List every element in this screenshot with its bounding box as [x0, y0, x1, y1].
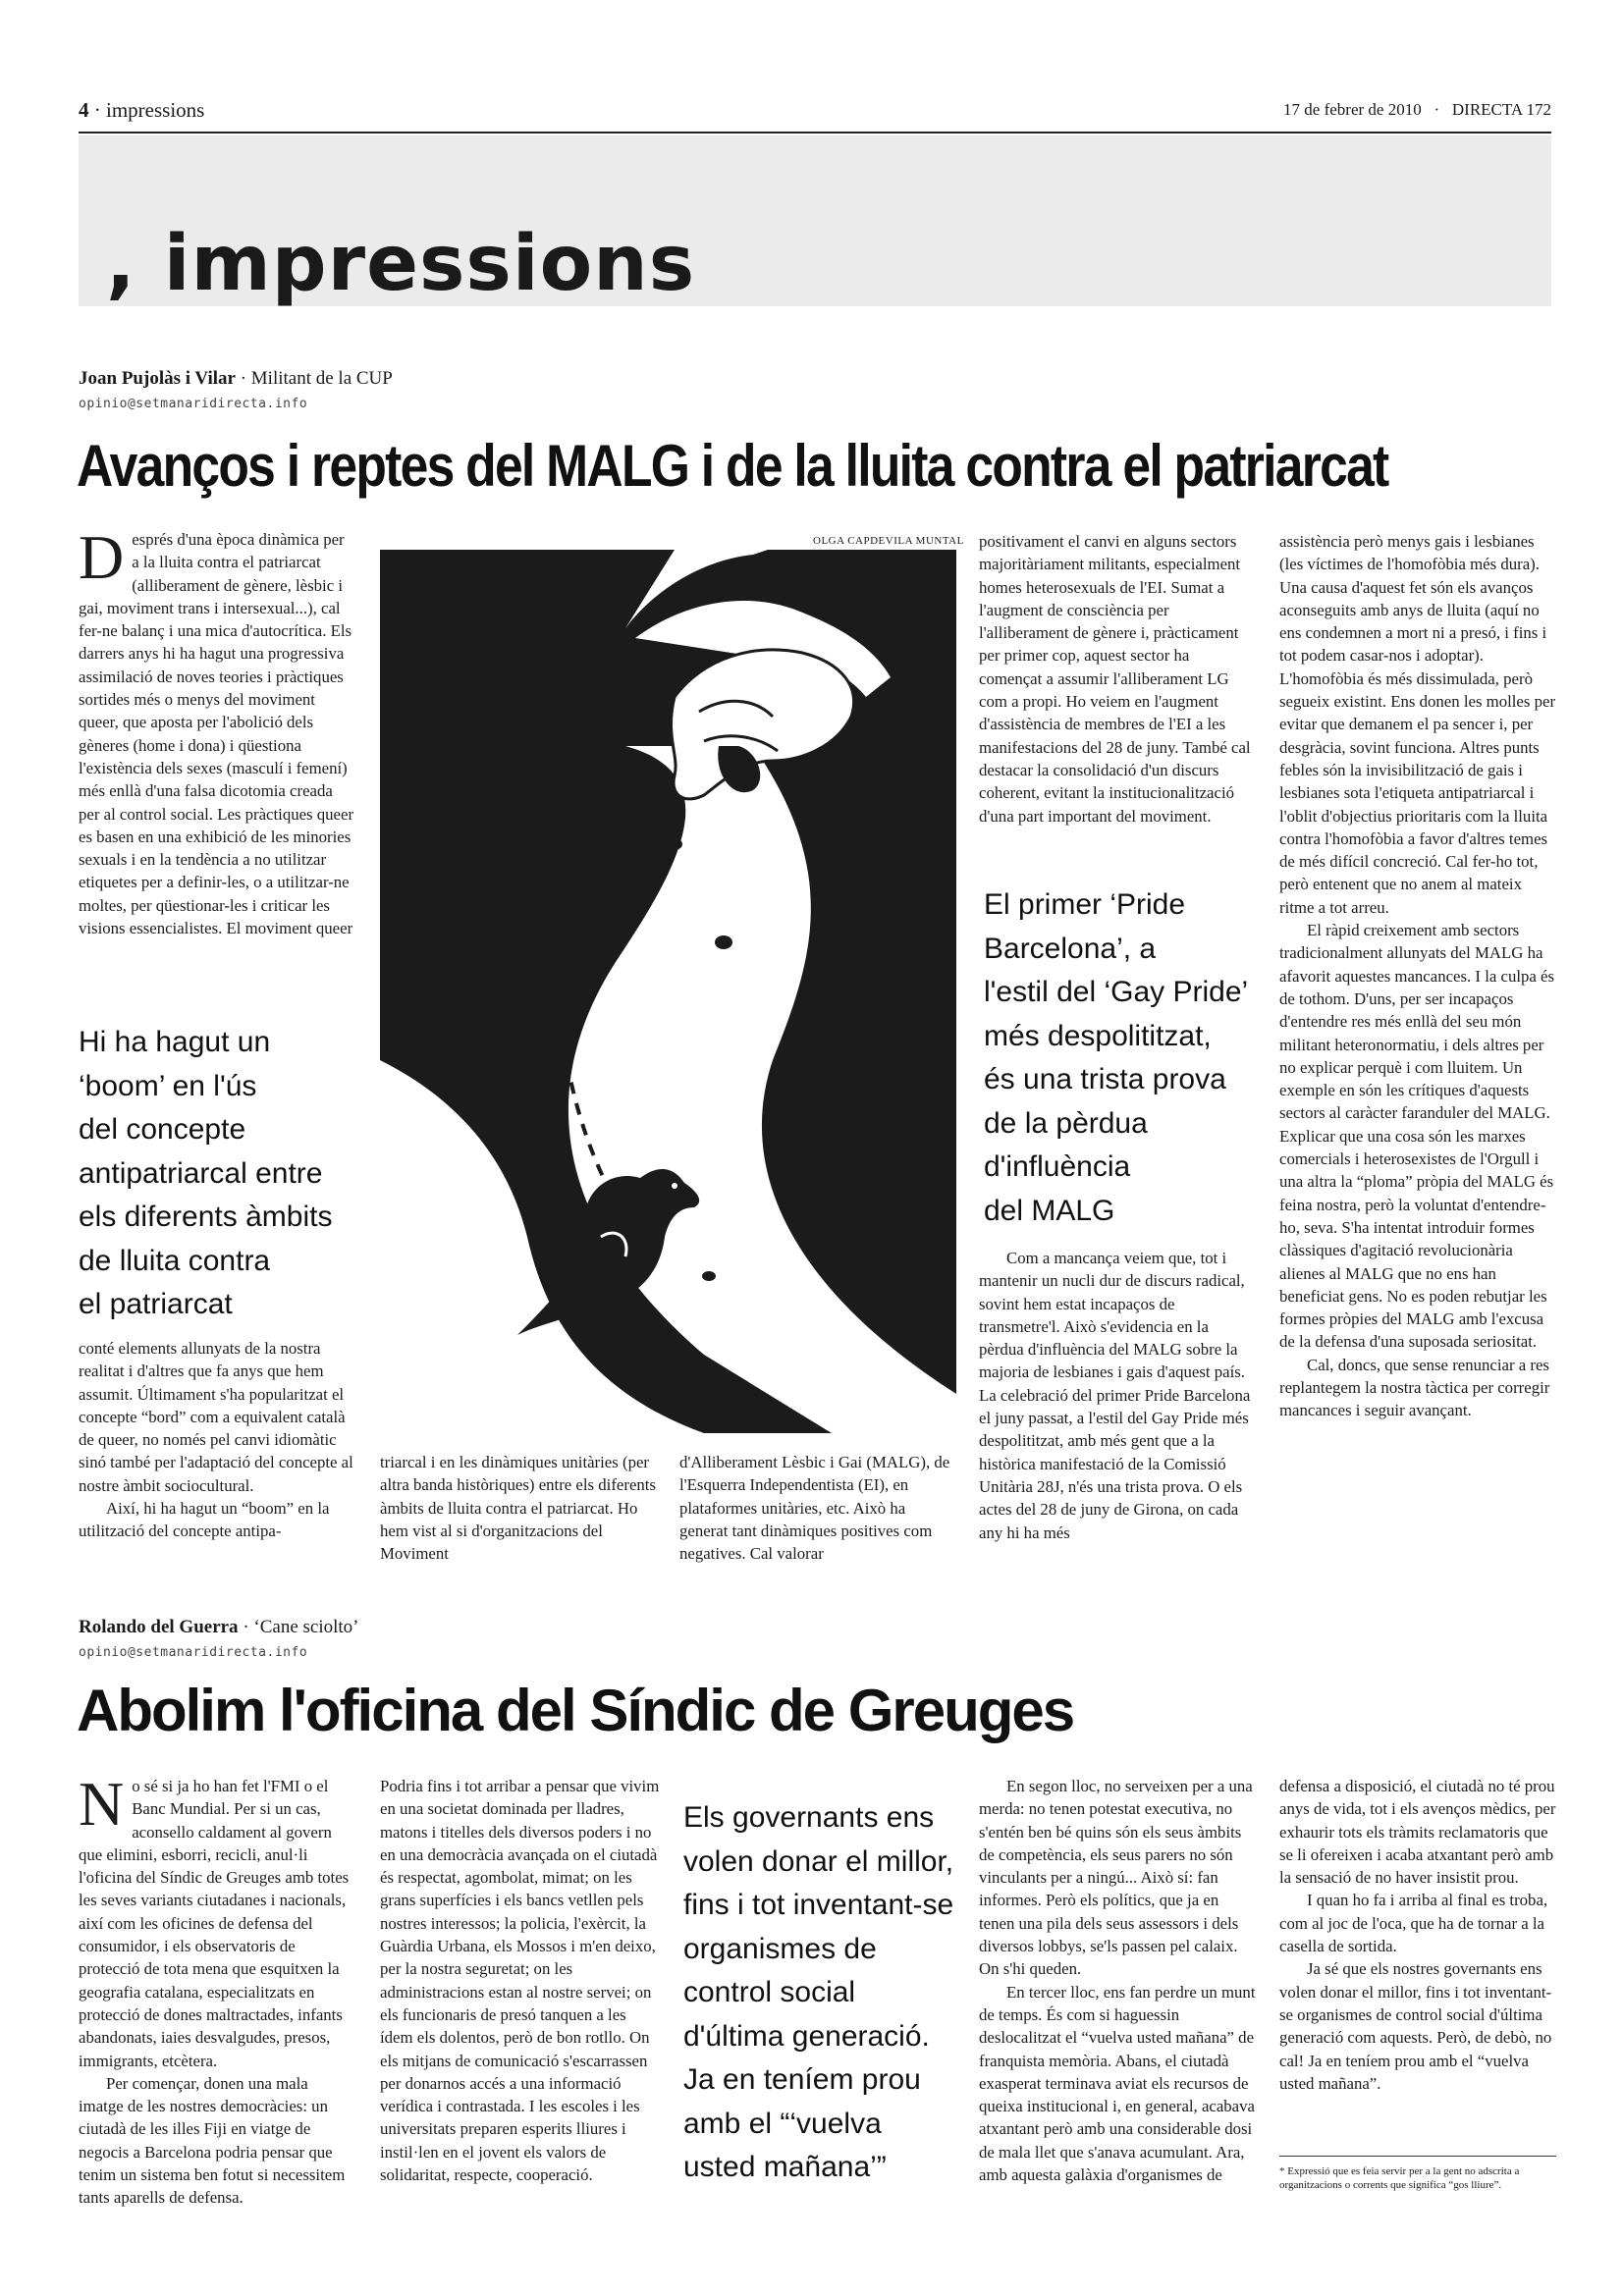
article1-illustration: [380, 550, 956, 1433]
article1-col1-top-text: esprés d'una època dinàmica per a la lluita contra el patriarcat (alliberament de gènere, lèsbic i gai, moviment trans i intersexual...), cal fer-ne balanç i una mica d'autocrítica. Els darrers anys hi ha hagut una progressiva assimilació de noves teories i pràctiques sortides més o menys del moviment queer, que aposta per l'abolició dels gèneres (home i dona) i qüestiona l'existència dels sexes (masculí i femení) més enllà d'una falsa dicotomia creada per al control social. Les pràctiques queer es basen en una exhibició de les minories sexuals i en la tendència a no utilitzar etiquetes per a definir-les, o a utilitzar-ne moltes, per qüestionar-les i criticar les visions essencialistes. El moviment queer: [79, 530, 354, 938]
article2-col1: [79, 1775, 355, 2226]
article1-dropcap: D: [79, 528, 125, 592]
article1-col4-top: positivament el canvi en alguns sectors majoritàriament militants, especialment homes heterosexuals de l'EI. Sumat a l'augment de consciència per l'alliberament de gènere i, pràcticament per primer cop, aquest sector ha començat a assumir l'alliberament LG com a propi. Ho veiem en l'augment d'assistència de membres de l'EI a les manifestacions del 28 de juny. També cal destacar la consolidació d'un discurs coherent, evitant la institucionalització d'una part important del moviment.: [979, 532, 1251, 826]
article1-col1-bottom-p2: Així, hi ha hagut un “boom” en la utilització del concepte antipa-: [79, 1499, 330, 1541]
article2-email: opinio@setmanaridirecta.info: [79, 1645, 308, 1660]
issue-date: 17 de febrer de 2010: [1283, 100, 1422, 119]
article2-col4-p2: En tercer lloc, ens fan perdre un munt de temps. És com si haguessin deslocalitzat el “vuelva usted mañana” de franquista memòria. Abans, el ciutadà exasperat terminava aviat els recursos de queixa institucional i, en general, acabava atxantant però amb una considerable dosi de mala llet que s'anava acumulant. Ara, amb aquesta galàxia d'organismes de: [979, 1982, 1256, 2185]
article1-col5-p3: Cal, doncs, que sense renunciar a res replantegem la nostra tàctica per corregir mancances i seguir avançant.: [1279, 1355, 1550, 1420]
article1-author: Joan Pujolàs i Vilar: [79, 368, 236, 389]
article2-dropcap: N: [79, 1775, 125, 1839]
article1-byline: [79, 368, 393, 390]
section-title: , impressions: [106, 220, 696, 308]
running-head-dot: ·: [1434, 100, 1440, 119]
running-head: [79, 98, 1551, 133]
page-number: 4: [79, 98, 89, 122]
article2-col2: Podria fins i tot arribar a pensar que vivim en una societat dominada per lladres, matons i titelles dels diversos poders i no en una democràcia avançada on el ciutadà és respectat, agombolat, mimat; on les grans superfícies i els bancs vetllen pels nostres interessos; la policia, l'exèrcit, la Guàrdia Urbana, els Mossos i m'en deixo, per la nostra seguretat; on les administracions estan al nostre servei; on els funcionaris de presó tanquen a les ídem els dolentos, però de bon rotllo. On els mitjans de comunicació s'escarrassen per donarnos accés a una informació verídica i contrastada. I les escoles i les universitats preparen esperits lliures i instil·len en el jovent els valors de solidaritat, respecte, cooperació.: [380, 1777, 660, 2185]
running-head-section: impressions: [106, 98, 205, 122]
article1-col1-top: [79, 528, 355, 993]
article1-col5-p2: El ràpid creixement amb sectors tradicionalment allunyats del MALG ha afavorit aquestes mancances. I la culpa és de tothom. D'uns, per ser incapaços d'entendre res més enllà del seu món militant heteronormatiu, i dels altres per no explicar perquè i com lluitem. Un exemple en són les crítiques d'aquests sectors al caràcter faranduler del MALG. Explicar que una cosa són les marxes comercials i heterosexistes de l'Orgull i una altra la “ploma” pròpia del MALG és feina nostra, però la voluntat d'entendre-ho, seva. S'ha intentat introduir formes clàssiques d'agitació revolucionària alienes al MALG que no ens han beneficiat gens. No es poden rebutjar les formes pròpies del MALG amb l'excusa de la defensa d'una suposada seriositat.: [1279, 921, 1555, 1352]
article1-col4-bottom-text: Com a mancança veiem que, tot i mantenir un nucli dur de discurs radical, sovint hem estat incapaços de transmetre'l. Això s'evidencia en la pèrdua d'influència del MALG sobre la majoria de lesbianes i gais d'aquest país. La celebració del primer Pride Barcelona el juny passat, a l'estil del Gay Pride més despolititzat, amb més gent que a la històrica manifestació de la Comissió Unitària 28J, n'és una trista prova. O els actes del 28 de juny de Girona, on cada any hi ha més: [979, 1249, 1251, 1542]
article2-author: Rolando del Guerra: [79, 1617, 239, 1637]
article2-col5: [1279, 1775, 1556, 2126]
article2-byline: [79, 1617, 359, 1638]
running-head-right: [1283, 100, 1551, 120]
article2-col5-p1: defensa a disposició, el ciutadà no té prou anys de vida, tot i els avenços mèdics, per exhaurir tots els tràmits reclamatoris que se li ofereixen i acaba atxantant però amb la sensació de no haver insistit prou.: [1279, 1777, 1556, 1888]
article1-pullquote-left: Hi ha hagut un ‘boom’ en l'ús del concepte antipatriarcal entre els diferents àmbits de lluita contra el patriarcat: [79, 1026, 333, 1320]
article2-col4-p1: En segon lloc, no serveixen per a una merda: no tenen potestat executiva, no s'entén ben bé quins són els seus àmbits de competència, els seus parers no són vinculants per a ningú... Això sí: fan informes. Però els polítics, que ja en tenen una pila dels seus assessors i dels diversos lobbys, se'ls passen pel calaix. On s'hi queden.: [979, 1777, 1253, 1979]
section-banner: [79, 135, 1551, 306]
article2-role: ‘Cane sciolto’: [253, 1617, 359, 1637]
article2-col5-p2: I quan ho fa i arriba al final es troba, com al joc de l'oca, que ha de tornar a la casella de sortida.: [1279, 1891, 1548, 1956]
article1-email: opinio@setmanaridirecta.info: [79, 397, 308, 411]
article1-pullquote-right: El primer ‘Pride Barcelona’, a l'estil del ‘Gay Pride’ més despolititzat, és una trista prova de la pèrdua d'influència del MALG: [984, 888, 1249, 1227]
running-head-left: [79, 98, 204, 123]
article1-col4-bottom: [979, 1247, 1256, 1569]
article2-col4: [979, 1775, 1256, 2226]
issue-number: DIRECTA 172: [1451, 100, 1551, 119]
article2-col1-p1: o sé si ja ho han fet l'FMI o el Banc Mundial. Per si un cas, aconsello caldament al govern que elimini, esborri, recicli, anul·li l'oficina del Síndic de Greuges amb totes les seves variants ciutadanes i nacionals, així com les oficines de defensa del consumidor, i els observatoris de protecció de tota mena que esquitxen la geografia catalana, especialitzats en protecció de dones maltractades, infants abandonats, iaies desvalgudes, presos, immigrants, etcètera.: [79, 1777, 350, 2070]
article2-headline: Abolim l'oficina del Síndic de Greuges: [77, 1678, 1074, 1743]
article1-author-separator: ·: [240, 368, 247, 389]
article1-col5: [1279, 530, 1556, 1551]
article2-footnote: * Expressió que es feia servir per a la gent no adscrita a organitzacions o corrents que significa “gos lliure”.: [1279, 2165, 1520, 2191]
article1-col1-bottom-p1: conté elements allunyats de la nostra realitat i d'altres que fa anys que hem assumit. Últimament s'ha popularitzat el concepte “bord” com a equivalent català de queer, no només pel canvi idiomàtic sinó també per l'adaptació del concepte al nostre àmbit sociocultural.: [79, 1339, 353, 1495]
article2-col5-p3: Ja sé que els nostres governants ens volen donar el millor, fins i tot inventant-se organismes de control social d'última generació com aquests. Però, de debò, no cal! Ja en teníem prou amb el “vuelva usted mañana”.: [1279, 1959, 1552, 2093]
footnote-rule: [1279, 2156, 1556, 2157]
article1-col1-bottom: [79, 1337, 355, 1568]
image-credit: OLGA CAPDEVILA MUNTAL: [813, 535, 964, 547]
article1-col2-bottom: triarcal i en les dinàmiques unitàries (per altra banda històriques) entre els diferents àmbits de lluita contra el patriarcat. Ho hem vist al si d'organitzacions del Moviment: [380, 1453, 656, 1564]
article1-headline: Avanços i reptes del MALG i de la lluita contra el patriarcat: [77, 433, 1388, 499]
running-head-separator: ·: [93, 98, 101, 122]
article2-author-separator: ·: [243, 1617, 249, 1637]
article1-col3-bottom: d'Alliberament Lèsbic i Gai (MALG), de l'Esquerra Independentista (EI), en plataformes unitàries, etc. Això ha generat tant dinàmiques positives com negatives. Cal valorar: [679, 1453, 950, 1564]
article2-pullquote: Els governants ens volen donar el millor, fins i tot inventant-se organismes de control social d'última generació. Ja en teníem prou amb el “‘vuelva usted mañana’”: [683, 1801, 954, 2183]
article1-col5-p1: assistència però menys gais i lesbianes (les víctimes de l'homofòbia més dura). Una causa d'aquest fet són els avanços aconseguits amb anys de lluita (aquí no ens condemnen a mort ni a presó, i fins i tot podem casar-nos i adoptar). L'homofòbia és més dissimulada, però segueix existint. Ens donen les molles per evitar que demanem el pa sencer i, per desgràcia, sovint funciona. Altres punts febles són la invisibilització de gais i lesbianes sota l'etiqueta antipatriarcal i l'oblit d'objectius prioritaris com la lluita contra l'homofòbia a favor d'altres temes de més difícil concreció. Cal fer-ho tot, però entenent que no anem al mateix ritme a tot arreu.: [1279, 532, 1556, 917]
article2-col1-p2: Per començar, donen una mala imatge de les nostres democràcies: un ciutadà de les illes Fiji en viatge de negocis a Barcelona podria pensar que tenim un sistema ben fotut si necessitem tants aparells de defensa.: [79, 2073, 346, 2208]
article1-role: Militant de la CUP: [250, 368, 393, 389]
